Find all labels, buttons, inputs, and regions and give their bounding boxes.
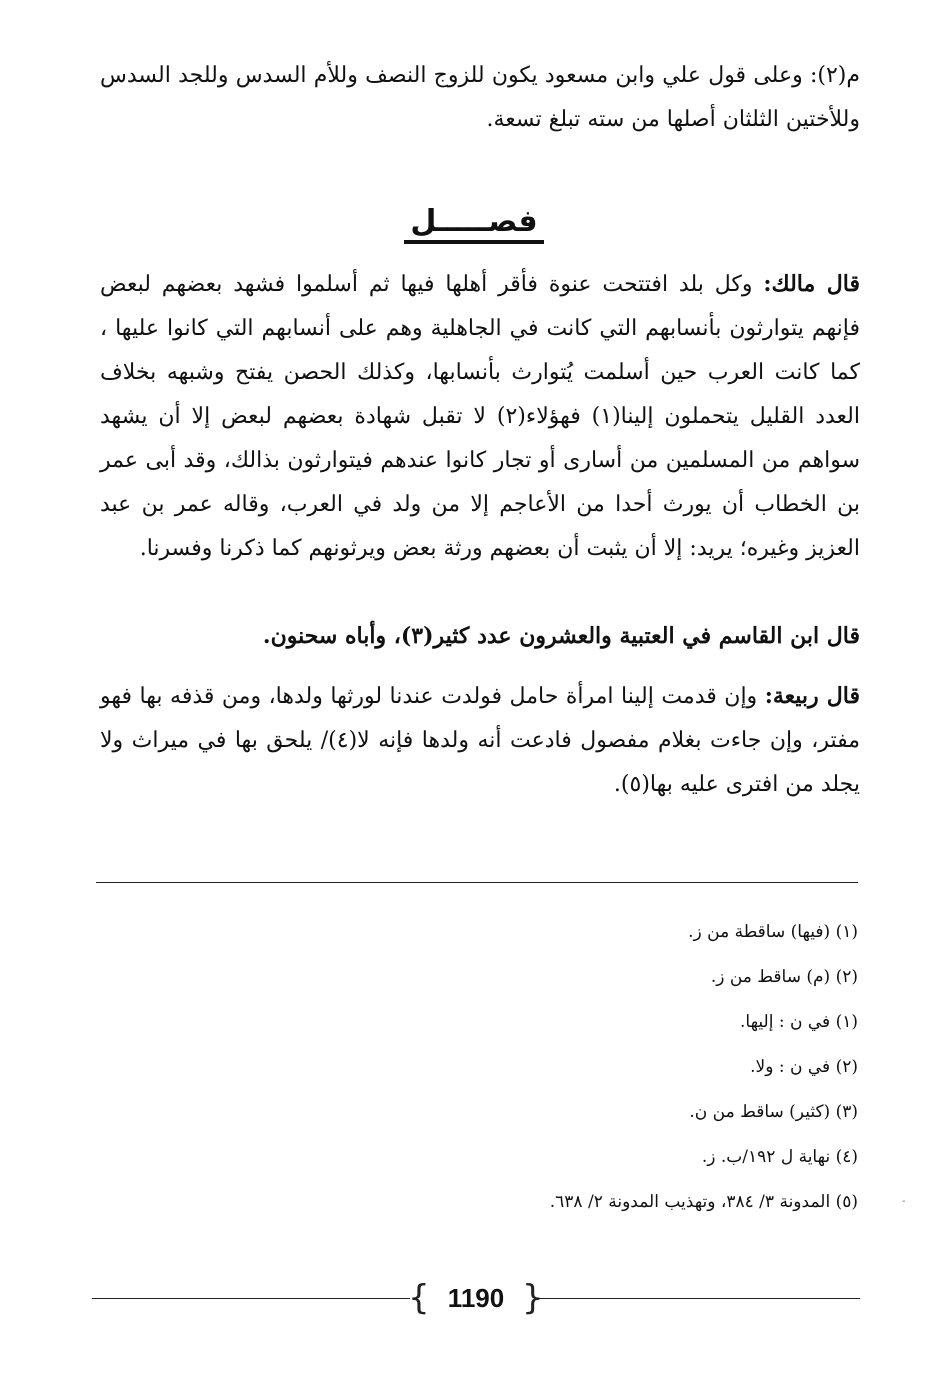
paragraph-text: قال ابن القاسم في العتبية والعشرون عدد كثير(٣)، وأباه سحنون. (262, 623, 860, 649)
footnote-item: (٣) (كثير) ساقط من ن. (689, 1102, 858, 1122)
paragraph-text (100, 674, 860, 807)
speaker-label: قال مالك: (763, 271, 861, 297)
paragraph-text: م(٢): وعلى قول علي وابن مسعود يكون للزوج النصف وللأم السدس وللجد السدس وللأختين الثلثان أصلها من سته تبلغ تسعة. (100, 63, 860, 132)
paragraph-rabia (100, 674, 860, 807)
footnotes-list (158, 910, 858, 1225)
page-number: 1190 (447, 1283, 505, 1313)
paragraph-body: وكل بلد افتتحت عنوة فأقر أهلها فيها ثم أسلموا فشهد بعضهم لبعض فإنهم يتوارثون بأنسابهم التي كانت في الجاهلية وهم على أنسابهم التي كانوا عليها ، كما كانت العرب حين أسلمت يُتوارث بأنسابها، وكذلك الحصن يفتح وشبهه بخلاف العدد القليل يتحملون إلينا(١) فهؤلاء(٢) لا تقبل شهادة بعضهم لبعض إلا أن يشهد سواهم من المسلمين من أسارى أو تجار كانوا عندهم فيتوارثون بذالك، وقد أبى عمر بن الخطاب أن يورث أحدا من الأعاجم إلا من ولد في العرب، وقاله عمر بن عبد العزيز وغيره؛ يريد: إلا أن يثبت أن بعضهم ورثة بعض ويرثونهم كما ذكرنا وفسرنا. (100, 272, 860, 561)
brace-left: { (408, 1278, 430, 1318)
speaker-label: قال ربيعة: (764, 683, 861, 709)
footnote-item: (١) في ن : إليها. (740, 1012, 858, 1032)
paragraph-text (100, 262, 860, 571)
scan-mark: - (902, 1196, 906, 1207)
paragraph-inheritance-shares (100, 54, 860, 142)
footnote-item: (٤) نهاية ل ١٩٢/ب. ز. (701, 1147, 858, 1167)
footer-line-right (538, 1298, 860, 1299)
paragraph-malik (100, 262, 860, 571)
footnote-item: (٢) في ن : ولا. (750, 1057, 858, 1077)
footnote-item: (١) (فيها) ساقطة من ز. (688, 922, 858, 942)
footnote-divider (96, 882, 858, 883)
section-heading-text: فصـــــل (404, 204, 543, 244)
footer-line-left (92, 1298, 410, 1299)
page-footer (0, 1278, 948, 1318)
paragraph-body: وإن قدمت إلينا امرأة حامل فولدت عندنا لورثها ولدها، ومن قذفه بها فهو مفتر، وإن جاءت بغلام مفصول فادعت أنه ولدها فإنه لا(٤)/ يلحق بها في ميراث ولا يجلد من افترى عليه بها(٥). (100, 684, 861, 797)
footnote-item: (٥) المدونة ٣/ ٣٨٤، وتهذيب المدونة ٢/ ٦٣٨. (549, 1192, 858, 1212)
section-heading (0, 204, 948, 244)
footnote-item: (٢) (م) ساقط من ز. (710, 967, 858, 987)
brace-right: } (522, 1278, 544, 1318)
paragraph-ibn-qasim (100, 614, 860, 658)
